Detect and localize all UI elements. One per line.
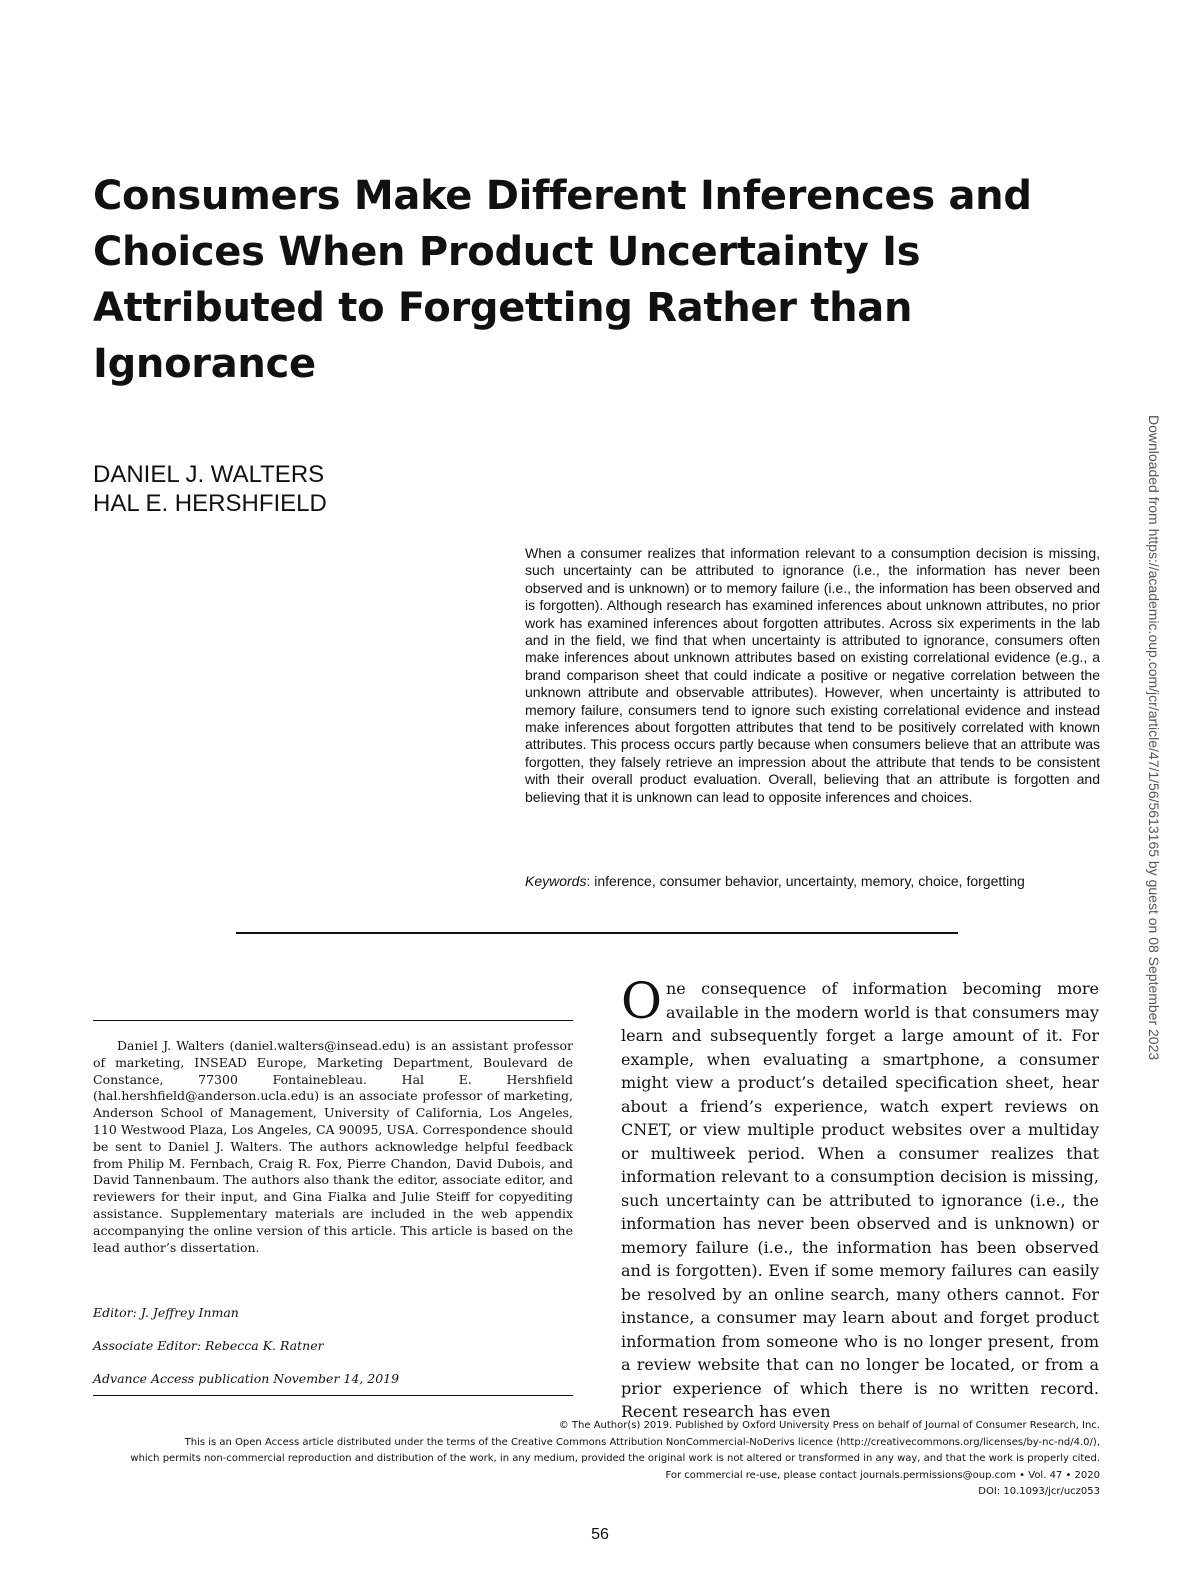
download-watermark: Downloaded from https://academic.oup.com/jcr/article/47/1/56/5613165 by guest on 08 September 2023	[1146, 415, 1162, 1061]
drop-cap: O	[621, 972, 662, 1030]
section-divider	[236, 932, 958, 934]
article-title: Consumers Make Different Inferences and Choices When Product Uncertainty Is Attributed to Forgetting Rather than Ignorance	[93, 173, 1032, 387]
abstract: When a consumer realizes that information relevant to a consumption decision is missing, such uncertainty can be attributed to ignorance (i.e., the information has never been observed and is unknown) or to memory failure (i.e., the information has been observed and is forgotten). Although research has examined inferences about unknown attributes, no prior work has examined inferences about forgotten attributes. Across six experiments in the lab and in the field, we find that when uncertainty is attributed to ignorance, consumers often make inferences about unknown attributes based on existing correlational evidence (e.g., a brand comparison sheet that could indicate a positive or negative correlation between the unknown attribute and observable attributes). However, when uncertainty is attributed to memory failure, consumers tend to ignore such existing correlational evidence and instead make inferences about forgotten attributes that tend to be positively correlated with known attributes. This process occurs partly because when consumers believe that an attribute was forgotten, they falsely retrieve an impression about the attribute that tends to be consistent with their overall product evaluation. Overall, believing that an attribute is forgotten and believing that it is unknown can lead to opposite inferences and choices.	[525, 545, 1100, 805]
keywords	[525, 873, 1125, 889]
footnote-rule-top	[93, 1020, 573, 1021]
page-number: 56	[591, 1526, 609, 1543]
author-list	[93, 460, 593, 518]
author-name: HAL E. HERSHFIELD	[93, 490, 327, 517]
editor-line: Editor: J. Jeffrey Inman	[93, 1305, 239, 1320]
permissions-line: which permits non-commercial reproduction and distribution of the work, in any medium, provided the original work is not altered or transformed in any way, and that the work is properly cited.	[130, 1453, 1100, 1465]
keywords-label: Keywords	[525, 873, 587, 889]
copyright-line: © The Author(s) 2019. Published by Oxford University Press on behalf of Journal of Consumer Research, Inc.	[558, 1420, 1100, 1431]
copyright-block	[90, 1418, 1100, 1501]
body-paragraph: ne consequence of information becoming more available in the modern world is that consumers may learn and subsequently forget a large amount of it. For example, when evaluating a smartphone, a consumer might view a product’s detailed specification sheet, hear about a friend’s experience, watch expert reviews on CNET, or view multiple product websites over a multiday or multiweek period. When a consumer realizes that information relevant to a consumption decision is missing, such uncertainty can be attributed to ignorance (i.e., the information has never been observed and is unknown) or memory failure (i.e., the information has been observed and is forgotten). Even if some memory failures can easily be resolved by an online search, many others cannot. For instance, a consumer may learn about and forget product information from someone who is no longer present, from a review website that can no longer be located, or from a prior experience of which there is no written record. Recent research has even	[621, 979, 1099, 1421]
advance-access-line: Advance Access publication November 14, 2019	[93, 1371, 400, 1386]
body-intro	[621, 972, 1099, 1424]
author-name: DANIEL J. WALTERS	[93, 461, 325, 488]
footnote-rule-bottom	[93, 1395, 573, 1396]
doi-line: DOI: 10.1093/jcr/ucz053	[978, 1486, 1100, 1498]
license-line: This is an Open Access article distributed under the terms of the Creative Commons Attribution NonCommercial-NoDerivs licence (http://creativecommons.org/licenses/by-nc-nd/4.0/),	[184, 1436, 1100, 1448]
associate-editor-line: Associate Editor: Rebecca K. Ratner	[93, 1338, 324, 1353]
author-footnote: Daniel J. Walters (daniel.walters@insead.edu) is an assistant professor of marketing, INSEAD Europe, Marketing Department, Boulevard de Constance, 77300 Fontainebleau. Hal E. Hershfield (hal.hershfield@anderson.ucla.edu) is an associate professor of marketing, Anderson School of Management, University of California, Los Angeles, 110 Westwood Plaza, Los Angeles, CA 90095, USA. Correspondence should be sent to Daniel J. Walters. The authors acknowledge helpful feedback from Philip M. Fernbach, Craig R. Fox, Pierre Chandon, David Dubois, and David Tannenbaum. The authors also thank the editor, associate editor, and reviewers for their input, and Gina Fialka and Julie Steiff for copyediting assistance. Supplementary materials are included in the web appendix accompanying the online version of this article. This article is based on the lead author’s dissertation.	[93, 1038, 573, 1255]
keywords-list: : inference, consumer behavior, uncertainty, memory, choice, forgetting	[586, 873, 1025, 889]
volume-line: For commercial re-use, please contact journals.permissions@oup.com • Vol. 47 • 2020	[665, 1469, 1100, 1481]
